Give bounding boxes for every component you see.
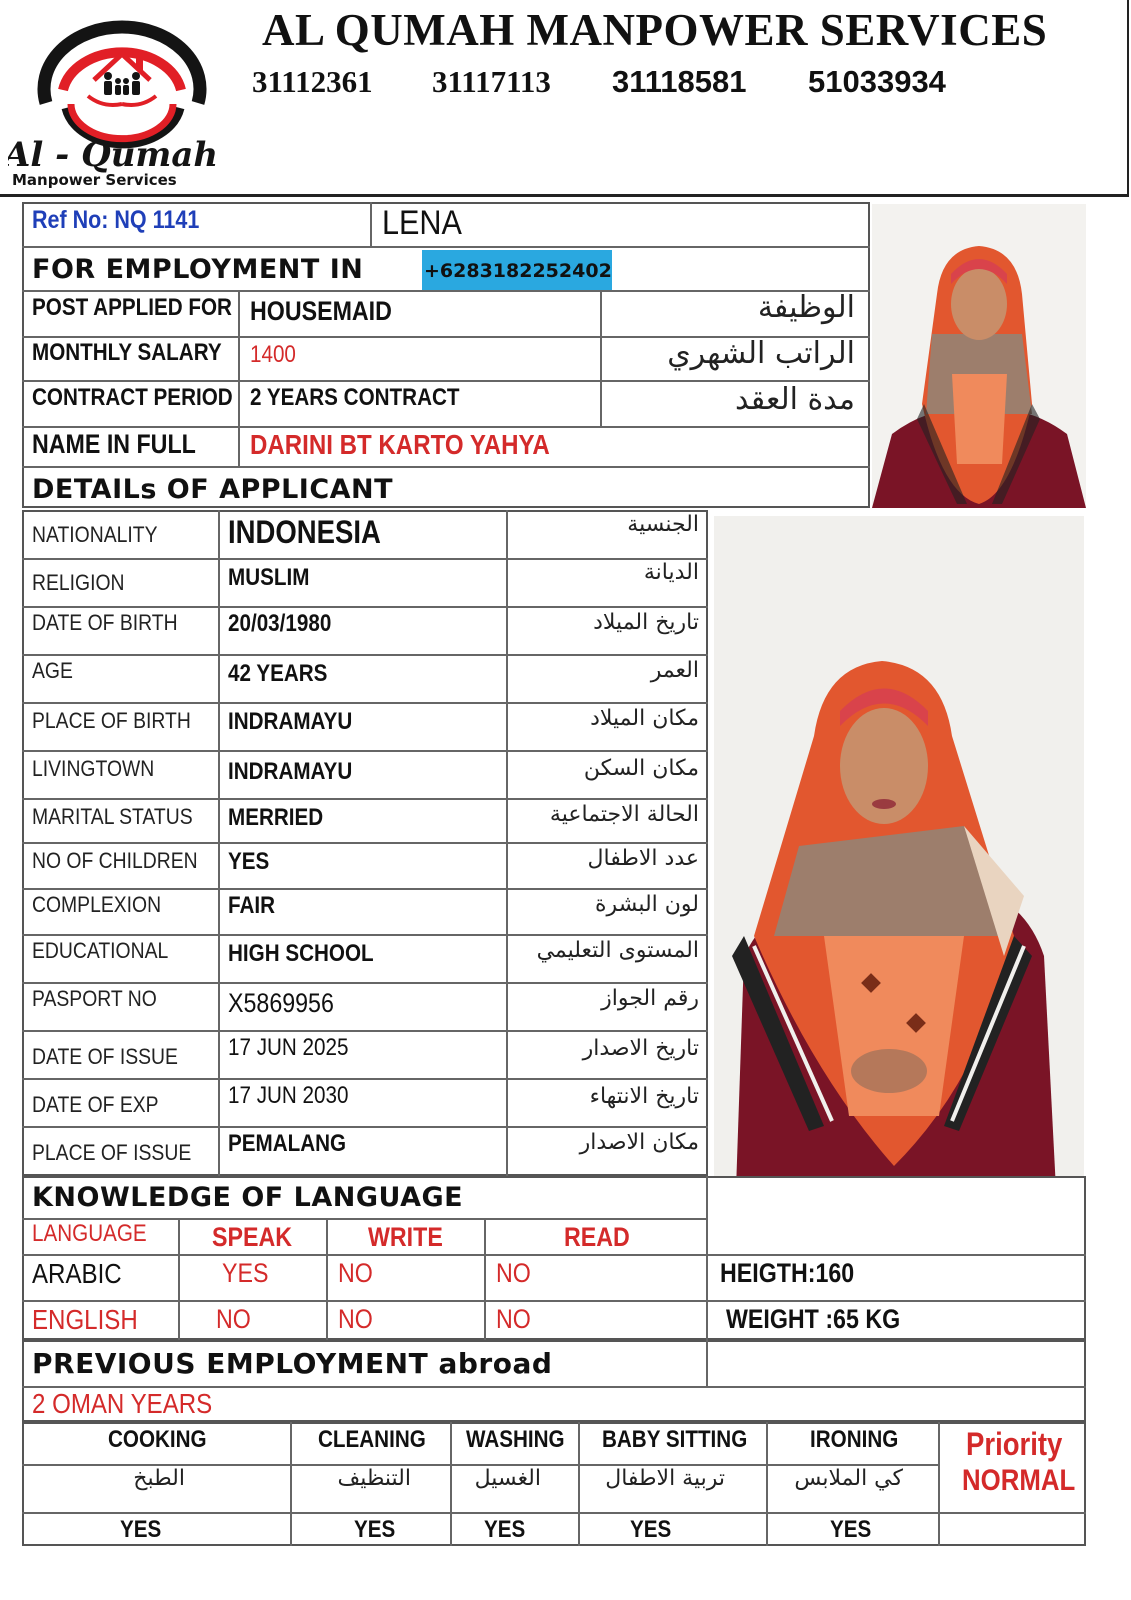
passport-label: PASPORT NO xyxy=(32,986,157,1011)
issue-place-arabic: مكان الاصدار xyxy=(579,1130,699,1155)
skill-cooking-arabic: الطبخ xyxy=(133,1466,185,1491)
skill-ironing-value: YES xyxy=(830,1516,872,1543)
priority-label: Priority xyxy=(966,1426,1063,1462)
contract-label: CONTRACT PERIOD xyxy=(32,384,233,411)
salary-value: 1400 xyxy=(250,341,296,368)
skill-cleaning: CLEANING xyxy=(318,1426,426,1453)
issue-date-label: DATE OF ISSUE xyxy=(32,1044,178,1069)
age-value: 42 YEARS xyxy=(228,660,328,687)
marital-value: MERRIED xyxy=(228,804,324,831)
complexion-value: FAIR xyxy=(228,892,276,919)
education-value: HIGH SCHOOL xyxy=(228,940,374,967)
skill-washing-arabic: الغسيل xyxy=(474,1466,541,1491)
letterhead xyxy=(0,0,1131,200)
weight-value: WEIGHT :65 KG xyxy=(726,1304,901,1334)
skill-cleaning-value: YES xyxy=(354,1516,396,1543)
language-heading: KNOWLEDGE OF LANGUAGE xyxy=(32,1182,464,1213)
write-col-header: WRITE xyxy=(368,1222,443,1252)
applicant-photo-large xyxy=(714,516,1084,1248)
contract-value: 2 YEARS CONTRACT xyxy=(250,384,460,411)
skill-washing-value: YES xyxy=(484,1516,526,1543)
skill-cleaning-arabic: التنظيف xyxy=(337,1466,411,1491)
children-label: NO OF CHILDREN xyxy=(32,848,198,873)
pob-value: INDRAMAYU xyxy=(228,708,353,735)
english-speak: NO xyxy=(216,1304,251,1334)
english-write: NO xyxy=(338,1304,373,1334)
nationality-label: NATIONALITY xyxy=(32,522,158,547)
previous-value: 2 OMAN YEARS xyxy=(32,1388,213,1419)
religion-arabic: الديانة xyxy=(643,560,699,585)
skill-baby-sitting: BABY SITTING xyxy=(602,1426,748,1453)
applicant-short-name: LENA xyxy=(382,204,462,242)
post-value: HOUSEMAID xyxy=(250,296,392,326)
company-logo xyxy=(8,8,248,188)
skill-baby-sitting-arabic: تربية الاطفال xyxy=(605,1466,725,1491)
religion-label: RELIGION xyxy=(32,570,125,595)
skill-washing: WASHING xyxy=(466,1426,565,1453)
phone-4: 51033934 xyxy=(808,64,946,99)
previous-heading: PREVIOUS EMPLOYMENT abroad xyxy=(32,1347,553,1380)
issue-date-arabic: تاريخ الاصدار xyxy=(582,1036,699,1061)
phone-3: 31118581 xyxy=(612,64,747,99)
skill-ironing: IRONING xyxy=(810,1426,899,1453)
lang-english: ENGLISH xyxy=(32,1304,138,1335)
logo-subtitle: Manpower Services xyxy=(12,171,177,188)
livingtown-value: INDRAMAYU xyxy=(228,758,353,785)
skill-cooking: COOKING xyxy=(108,1426,207,1453)
skill-cooking-value: YES xyxy=(120,1516,162,1543)
exp-date-label: DATE OF EXP xyxy=(32,1092,159,1117)
salary-arabic: الراتب الشهري xyxy=(667,336,855,371)
arabic-read: NO xyxy=(496,1258,531,1288)
children-arabic: عدد الاطفال xyxy=(587,846,699,871)
height-value: HEIGTH:160 xyxy=(720,1258,855,1288)
salary-label: MONTHLY SALARY xyxy=(32,339,222,366)
ref-number: Ref No: NQ 1141 xyxy=(32,206,200,234)
marital-label: MARITAL STATUS xyxy=(32,804,193,829)
dob-label: DATE OF BIRTH xyxy=(32,610,178,635)
skill-baby-sitting-value: YES xyxy=(630,1516,672,1543)
read-col-header: READ xyxy=(564,1222,630,1252)
exp-date-value: 17 JUN 2030 xyxy=(228,1082,349,1109)
nationality-value: INDONESIA xyxy=(228,514,381,550)
livingtown-arabic: مكان السكن xyxy=(583,756,699,781)
issue-place-label: PLACE OF ISSUE xyxy=(32,1140,192,1165)
exp-date-arabic: تاريخ الانتهاء xyxy=(589,1084,699,1109)
employment-heading: FOR EMPLOYMENT IN xyxy=(32,254,364,285)
contract-arabic: مدة العقد xyxy=(735,382,855,417)
education-label: EDUCATIONAL xyxy=(32,938,169,963)
full-name-label: NAME IN FULL xyxy=(32,429,196,459)
education-arabic: المستوى التعليمي xyxy=(536,938,699,963)
lang-arabic: ARABIC xyxy=(32,1258,122,1289)
nationality-arabic: الجنسية xyxy=(627,512,699,537)
dob-arabic: تاريخ الميلاد xyxy=(593,610,699,635)
phone-1: 31112361 xyxy=(252,64,373,99)
employment-phone: +6283182252402 xyxy=(424,260,612,282)
speak-col-header: SPEAK xyxy=(212,1222,293,1252)
marital-arabic: الحالة الاجتماعية xyxy=(549,802,699,827)
livingtown-label: LIVINGTOWN xyxy=(32,756,155,781)
logo-script: Al - Qumah xyxy=(8,135,219,175)
complexion-arabic: لون البشرة xyxy=(595,892,699,917)
details-heading: DETAILs OF APPLICANT xyxy=(32,474,394,505)
skill-ironing-arabic: كي الملابس xyxy=(794,1466,903,1491)
age-label: AGE xyxy=(32,658,73,683)
age-arabic: العمر xyxy=(650,658,699,683)
priority-value: NORMAL xyxy=(962,1464,1076,1497)
post-label: POST APPLIED FOR xyxy=(32,294,232,321)
religion-value: MUSLIM xyxy=(228,564,310,591)
language-col-header: LANGUAGE xyxy=(32,1220,147,1247)
issue-place-value: PEMALANG xyxy=(228,1130,347,1157)
pob-arabic: مكان الميلاد xyxy=(590,706,699,731)
children-value: YES xyxy=(228,848,270,875)
passport-value: X5869956 xyxy=(228,988,334,1018)
pob-label: PLACE OF BIRTH xyxy=(32,708,191,733)
post-arabic: الوظيفة xyxy=(757,290,855,325)
company-name: AL QUMAH MANPOWER SERVICES xyxy=(262,5,1048,55)
complexion-label: COMPLEXION xyxy=(32,892,162,917)
passport-arabic: رقم الجواز xyxy=(601,986,699,1011)
arabic-write: NO xyxy=(338,1258,373,1288)
issue-date-value: 17 JUN 2025 xyxy=(228,1034,349,1061)
english-read: NO xyxy=(496,1304,531,1334)
arabic-speak: YES xyxy=(222,1258,269,1288)
full-name-value: DARINI BT KARTO YAHYA xyxy=(250,429,550,460)
phone-2: 31117113 xyxy=(432,64,551,99)
dob-value: 20/03/1980 xyxy=(228,610,332,637)
applicant-photo-small xyxy=(872,204,1086,508)
